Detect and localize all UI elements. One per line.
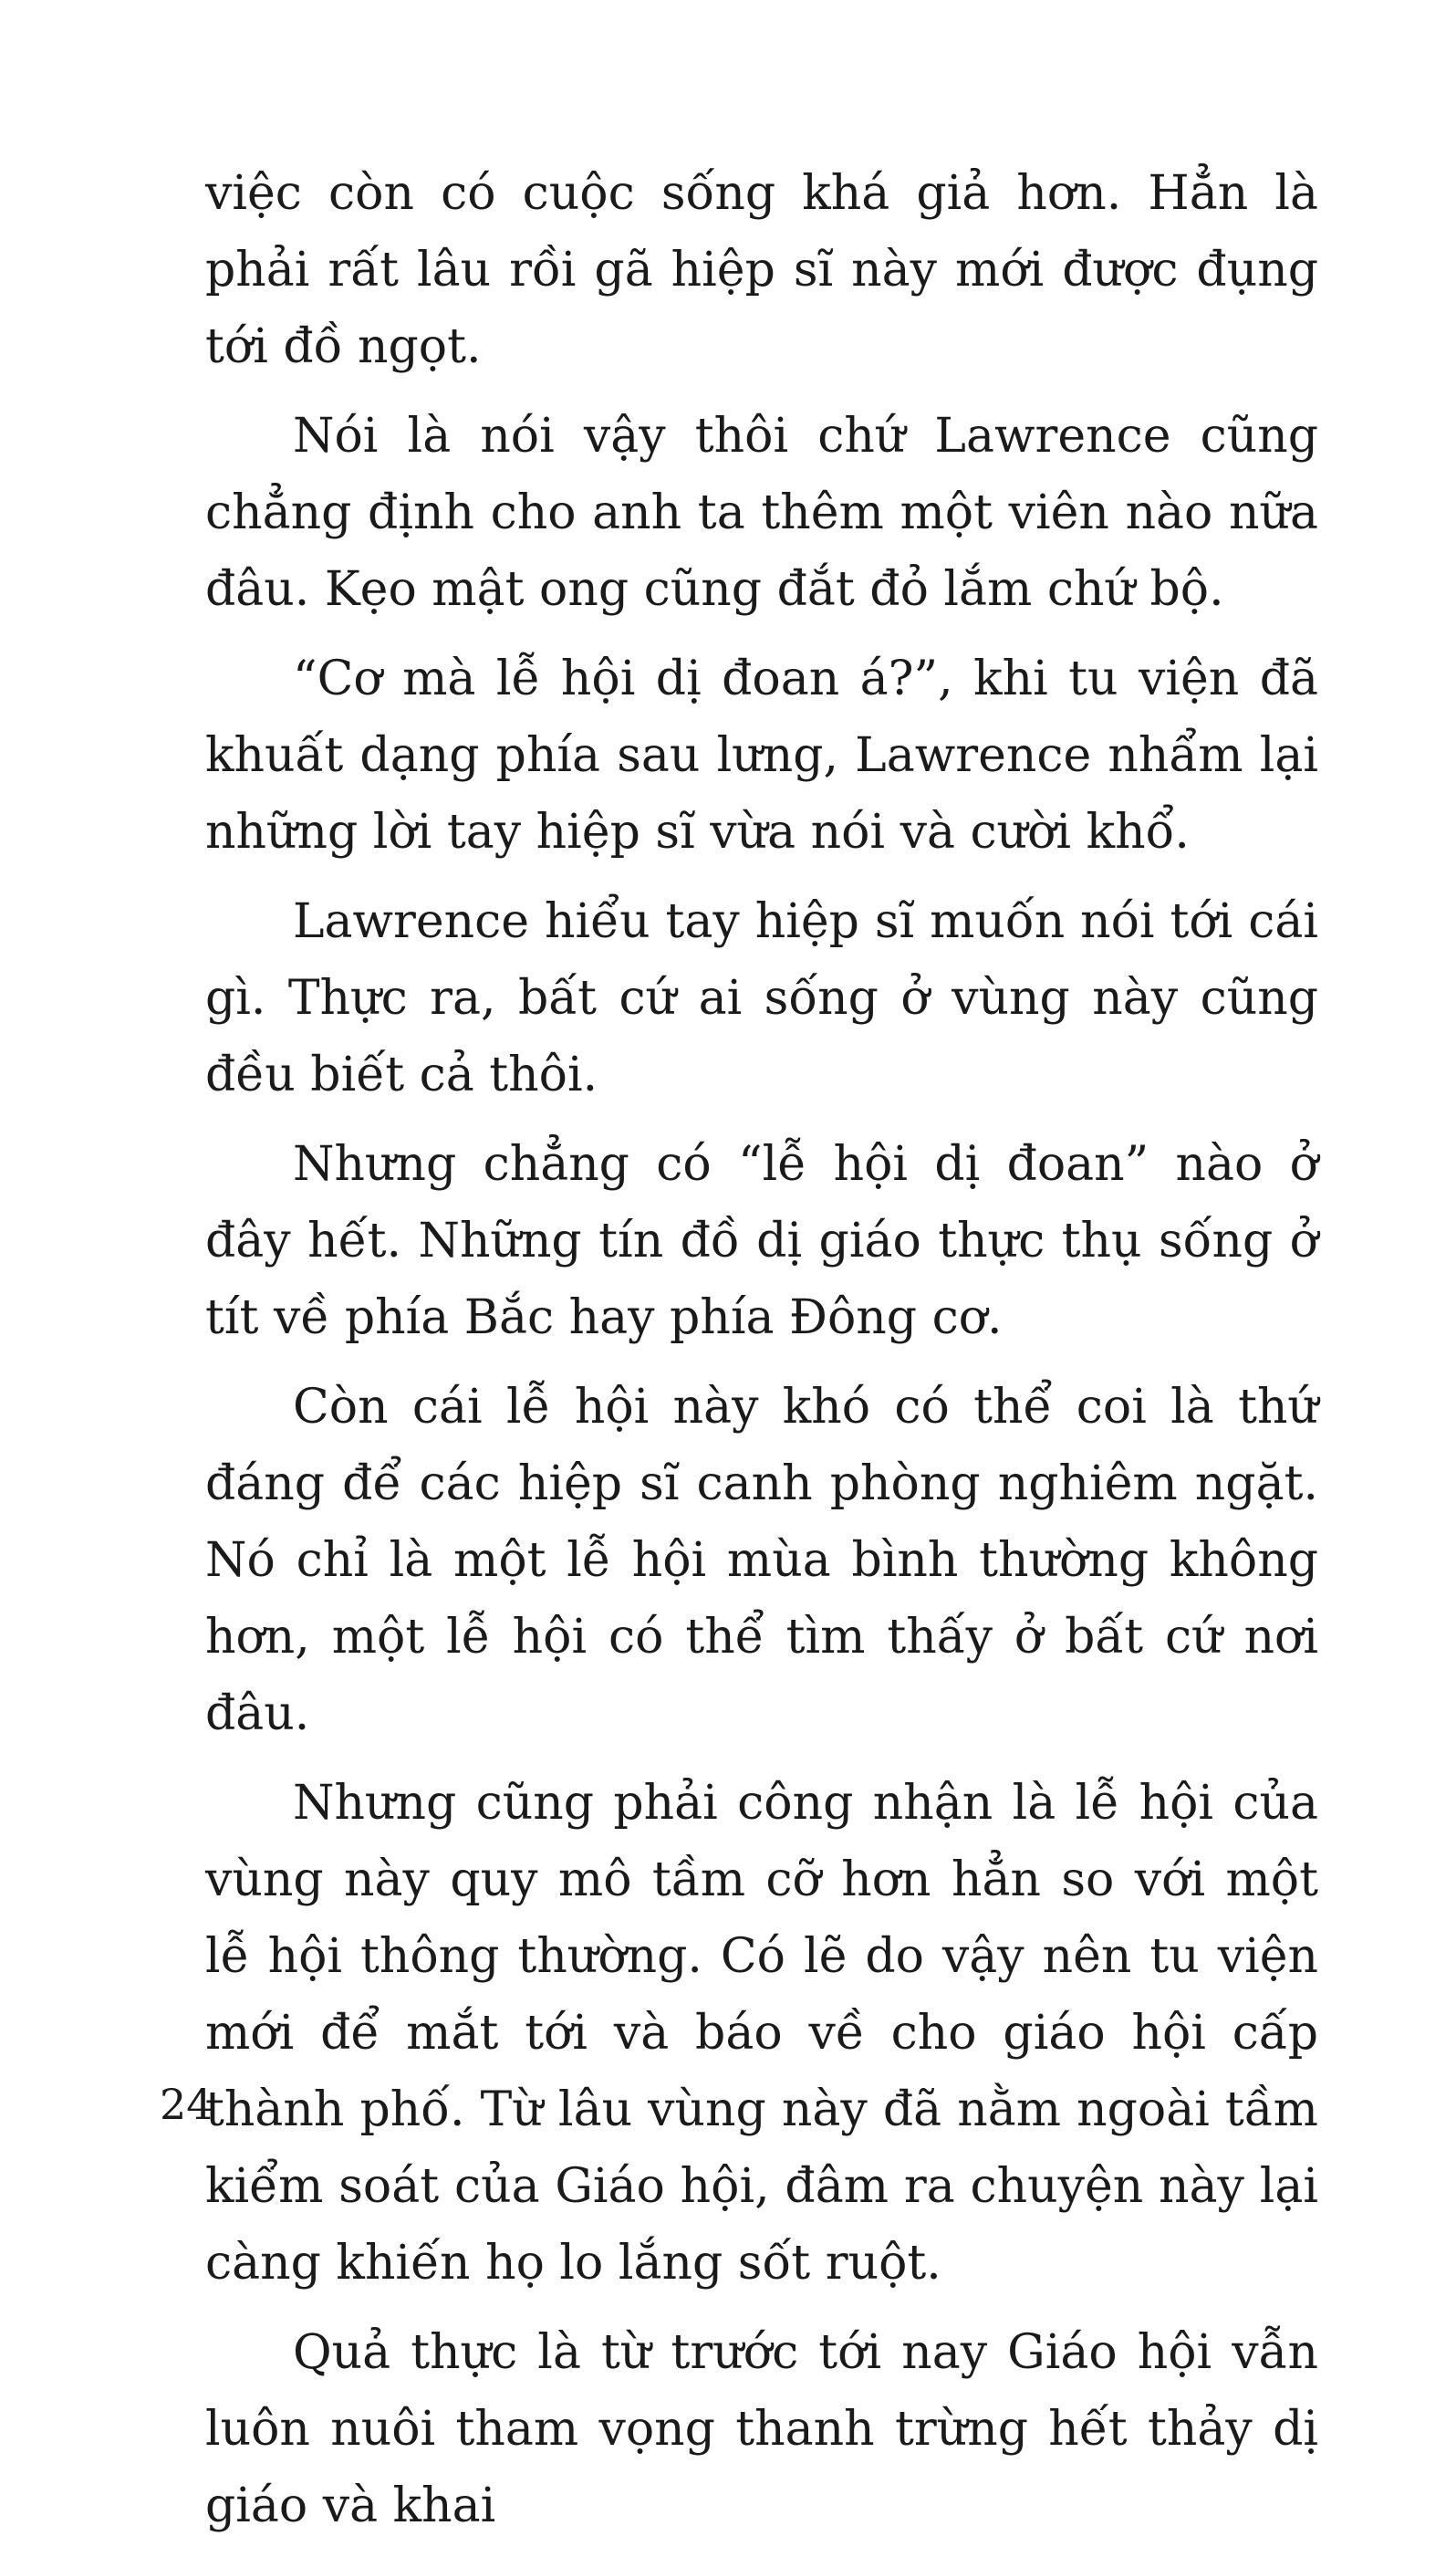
paragraph: Quả thực là từ trước tới nay Giáo hội vẫn luôn nuôi tham vọng thanh trừng hết thảy dị giáo và khai: [205, 2325, 1318, 2533]
paragraph: Nhưng chẳng có “lễ hội dị đoan” nào ở đây hết. Những tín đồ dị giáo thực thụ sống ở tít về phía Bắc hay phía Đông cơ.: [205, 1137, 1318, 1345]
paragraph: Nhưng cũng phải công nhận là lễ hội của vùng này quy mô tầm cỡ hơn hẳn so với một lễ hội thông thường. Có lẽ do vậy nên tu viện mới để mắt tới và báo về cho giáo hội cấp thành phố. Từ lâu vùng này đã nằm ngoài tầm kiểm soát của Giáo hội, đâm ra chuyện này lại càng khiến họ lo lắng sốt ruột.: [205, 1776, 1318, 2291]
paragraph: Còn cái lễ hội này khó có thể coi là thứ đáng để các hiệp sĩ canh phòng nghiêm ngặt. Nó chỉ là một lễ hội mùa bình thường không hơn, một lễ hội có thể tìm thấy ở bất cứ nơi đâu.: [205, 1380, 1318, 1741]
paragraph-continued: việc còn có cuộc sống khá giả hơn. Hẳn là phải rất lâu rồi gã hiệp sĩ này mới được đụng tới đồ ngọt.: [205, 166, 1318, 374]
paragraph: Lawrence hiểu tay hiệp sĩ muốn nói tới cái gì. Thực ra, bất cứ ai sống ở vùng này cũng đều biết cả thôi.: [205, 894, 1318, 1102]
paragraph: “Cơ mà lễ hội dị đoan á?”, khi tu viện đã khuất dạng phía sau lưng, Lawrence nhẩm lại những lời tay hiệp sĩ vừa nói và cười khổ.: [205, 652, 1318, 860]
page-number: 24: [160, 2080, 213, 2129]
body-text: [205, 155, 1318, 2557]
paragraph: Nói là nói vậy thôi chứ Lawrence cũng chẳng định cho anh ta thêm một viên nào nữa đâu. Kẹo mật ong cũng đắt đỏ lắm chứ bộ.: [205, 409, 1318, 617]
